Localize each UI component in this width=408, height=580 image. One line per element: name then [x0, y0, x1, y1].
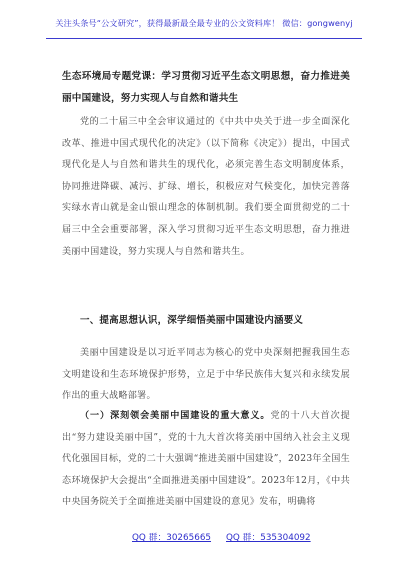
subsection-1-lead: （一）深刻领会美丽中国建设的重大意义。: [80, 410, 271, 421]
section-1-paragraph: 美丽中国建设是以习近平同志为核心的党中央深刻把握我国生态文明建设和生态环境保护形势，立足于中华民族伟大复兴和永续发展作出的重大战略部署。: [62, 348, 350, 402]
intro-paragraph: 党的二十届三中全会审议通过的《中共中央关于进一步全面深化改革、推进中国式现代化的决定》（以下简称《决定》）提出，中国式现代化是人与自然和谐共生的现代化，必须完善生态文明制度体系，协同推进降碳、减污、扩绿、增长，积极应对气候变化，加快完善落实绿水青山就是金山银山理念的体制机制。我们要全面贯彻党的二十届三中全会重要部署，深入学习贯彻习近平生态文明思想，奋力推进美丽中国建设，努力实现人与自然和谐共生。: [62, 117, 350, 257]
subsection-1-body: 党的十八大首次提出“努力建设美丽中国”，党的十九大首次将美丽中国纳入社会主义现代化强国目标，党的二十大强调“推进美丽中国建设”，2023年全国生态环境保护大会提出“全面推进美丽中国建设”。2023年12月，《中共中央国务院关于全面推进美丽中国建设的意见》发布，明确将: [62, 411, 350, 508]
section-1-heading: 一、提高思想认识，深学细悟美丽中国建设内涵要义: [80, 315, 304, 326]
header-divider: [46, 38, 362, 39]
footer-qq-group-1[interactable]: QQ 群：30265665: [132, 533, 212, 543]
subsection-1-paragraph: [62, 405, 350, 514]
header-banner: 关注头条号“公文研究”，获得最新最全最专业的公文资料库！ 微信：gongwenyj: [55, 18, 353, 28]
footer-qq-group-2[interactable]: QQ 群：535304092: [226, 533, 311, 543]
document-title: 生态环境局专题党课：学习贯彻习近平生态文明思想，奋力推进美丽中国建设，努力实现人与自然和谐共生: [62, 71, 350, 104]
